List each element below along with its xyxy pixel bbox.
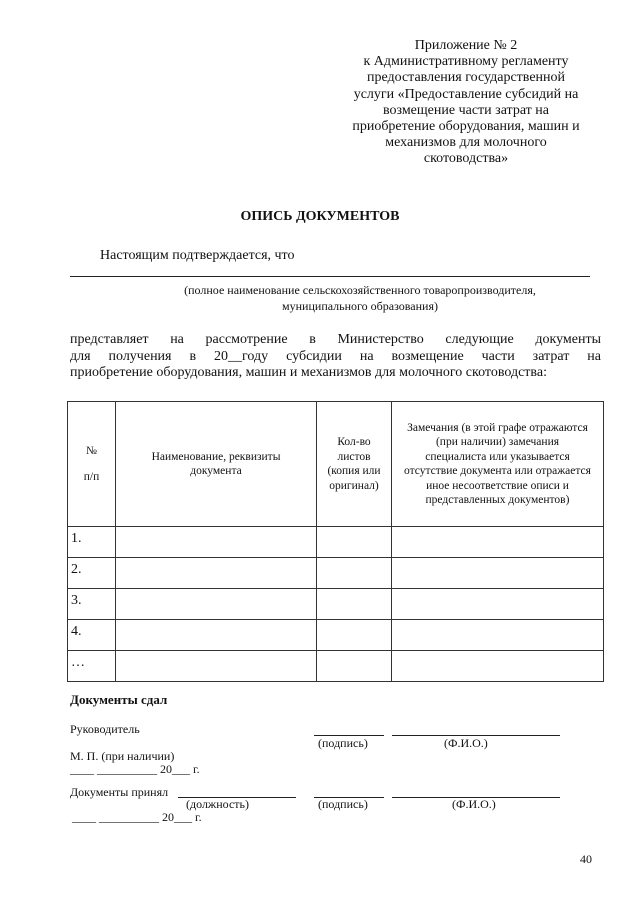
row-document-cell[interactable]: [116, 620, 317, 651]
row-number: 3.: [68, 589, 116, 620]
organization-name-field[interactable]: [70, 276, 590, 277]
row-sheets-cell[interactable]: [317, 589, 392, 620]
header-document-name: Наименование, реквизиты документа: [116, 402, 317, 527]
appendix-line: Приложение № 2: [414, 38, 518, 53]
date-line[interactable]: ____ __________ 20___ г.: [72, 810, 202, 824]
appendix-line: скотоводства»: [423, 151, 509, 167]
caption-line: (полное наименование сельскохозяйственного товаропроизводителя,: [184, 283, 536, 297]
row-remarks-cell[interactable]: [392, 527, 604, 558]
submitted-by-title: Документы сдал: [70, 692, 168, 707]
row-document-cell[interactable]: [116, 527, 317, 558]
intro-paragraph: [70, 332, 601, 382]
row-number: 2.: [68, 558, 116, 589]
page-number: 40: [580, 852, 592, 866]
intro-line: для получения в 20__году субсидии на возмещение части затрат на: [70, 348, 601, 364]
row-number: 4.: [68, 620, 116, 651]
appendix-line: механизмов для молочного: [385, 135, 547, 151]
row-document-cell[interactable]: [116, 558, 317, 589]
row-sheets-cell[interactable]: [317, 558, 392, 589]
header-number: [68, 402, 116, 527]
position-caption: (должность): [186, 797, 249, 811]
fio-caption: (Ф.И.О.): [444, 736, 488, 750]
table-header-row: [68, 402, 604, 527]
appendix-line: предоставления государственной: [366, 70, 566, 86]
fio-caption: (Ф.И.О.): [452, 797, 496, 811]
row-remarks-cell[interactable]: [392, 558, 604, 589]
date-line[interactable]: ____ __________ 20___ г.: [70, 762, 200, 776]
row-sheets-cell[interactable]: [317, 651, 392, 682]
row-remarks-cell[interactable]: [392, 620, 604, 651]
appendix-line: приобретение оборудования, машин и: [352, 119, 580, 135]
row-sheets-cell[interactable]: [317, 620, 392, 651]
row-remarks-cell[interactable]: [392, 651, 604, 682]
confirm-text: Настоящим подтверждается, что: [100, 248, 295, 263]
table-row: [68, 651, 604, 682]
head-label: Руководитель: [70, 722, 140, 736]
organization-name-caption: [150, 282, 570, 314]
document-title: ОПИСЬ ДОКУМЕНТОВ: [240, 209, 400, 224]
stamp-label: М. П. (при наличии): [70, 749, 175, 763]
row-number: 1.: [68, 527, 116, 558]
intro-line: представляет на рассмотрение в Министерство следующие документы: [70, 332, 601, 347]
table-row: [68, 527, 604, 558]
received-label: Документы принял: [70, 785, 169, 799]
appendix-line: к Административному регламенту: [363, 54, 569, 70]
appendix-line: услуги «Предоставление субсидий на: [353, 86, 579, 102]
header-number-sign: №: [86, 444, 97, 457]
documents-table: [67, 401, 604, 682]
row-number: …: [68, 651, 116, 682]
signature-caption: (подпись): [318, 736, 368, 750]
row-document-cell[interactable]: [116, 589, 317, 620]
signature-caption: (подпись): [318, 797, 368, 811]
header-remarks: Замечания (в этой графе отражаются (при наличии) замечания специалиста или указывается отсутствие документа или отражается иное несоответствие описи и представленных документов): [392, 402, 604, 527]
row-sheets-cell[interactable]: [317, 527, 392, 558]
row-document-cell[interactable]: [116, 651, 317, 682]
table-row: [68, 589, 604, 620]
header-sheets: Кол-во листов (копия или оригинал): [317, 402, 392, 527]
intro-line: приобретение оборудования, машин и механизмов для молочного скотоводства:: [70, 365, 547, 380]
row-remarks-cell[interactable]: [392, 589, 604, 620]
table-row: [68, 620, 604, 651]
header-number-pp: п/п: [83, 471, 100, 483]
table-row: [68, 558, 604, 589]
appendix-line: возмещение части затрат на: [382, 102, 550, 118]
caption-line: муниципального образования): [282, 299, 438, 313]
appendix-header: [316, 38, 616, 168]
